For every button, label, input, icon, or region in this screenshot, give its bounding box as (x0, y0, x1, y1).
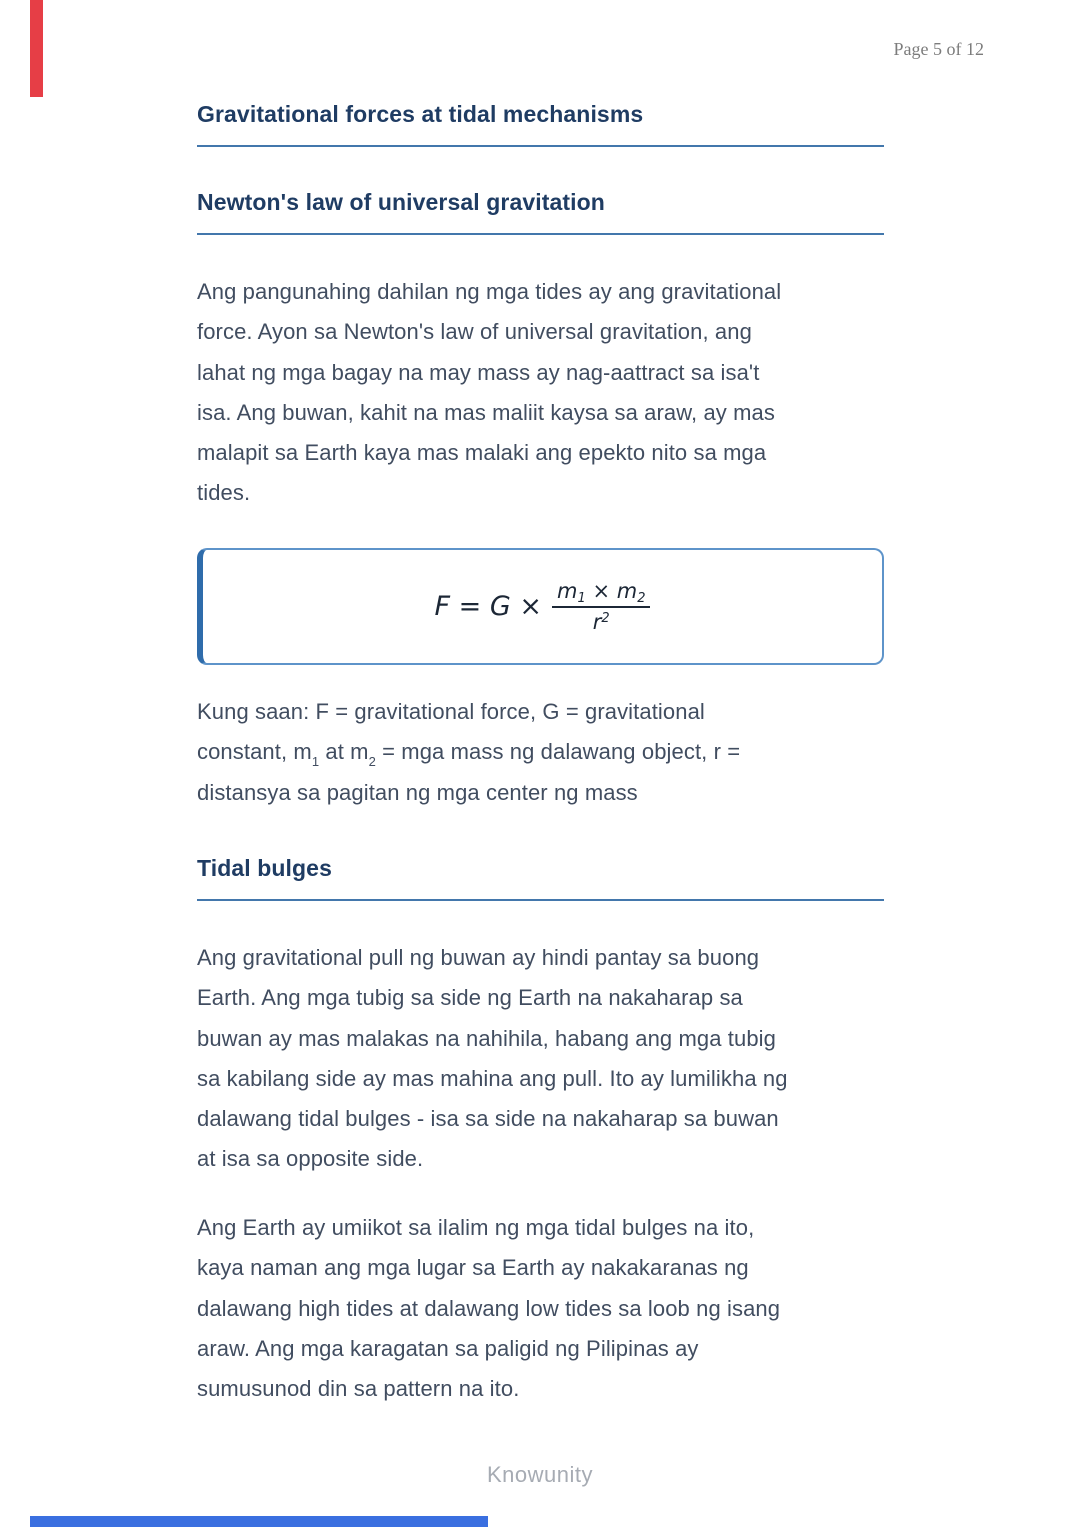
gravitation-formula (435, 579, 651, 634)
text-line: tides. (197, 480, 251, 506)
text-line: isa. Ang buwan, kahit na mas maliit kaysa sa araw, ay mas (197, 399, 775, 425)
section-title-gravitational-forces: Gravitational forces at tidal mechanisms (197, 101, 884, 147)
text-line: Ang Earth ay umiikot sa ilalim ng mga tidal bulges na ito, (197, 1215, 755, 1240)
knowunity-watermark: Knowunity (486, 1462, 593, 1487)
text-line: buwan ay mas malakas na nahihila, habang ang mga tubig (197, 1025, 777, 1051)
text-line: araw. Ang mga karagatan sa paligid ng Pilipinas ay (197, 1335, 699, 1361)
paragraph-formula-legend (197, 692, 884, 813)
text-line: sumusunod din sa pattern na ito. (197, 1376, 520, 1402)
text-line: kaya naman ang mga lugar sa Earth ay nakakaranas ng (197, 1255, 749, 1281)
text-line: lahat ng mga bagay na may mass ay nag-aattract sa isa't (197, 359, 760, 385)
red-edge-strip (30, 0, 43, 97)
text-line: malapit sa Earth kaya mas malaki ang epekto nito sa mga (197, 440, 767, 466)
section-title-tidal-bulges: Tidal bulges (197, 855, 884, 901)
blue-bottom-bar (30, 1516, 488, 1527)
text-line: constant, $m_1$ at $m_2$ = mga mass ng dalawang object, r = (197, 739, 741, 770)
paragraph-tidal-bulges (197, 938, 884, 1180)
section-title-newtons-law: Newton's law of universal gravitation (197, 189, 884, 235)
text-line: Ang pangunahing dahilan ng mga tides ay ang gravitational (197, 279, 782, 304)
page-indicator: Page 5 of 12 (893, 39, 984, 59)
text-line: dalawang high tides at dalawang low tides sa loob ng isang (197, 1295, 781, 1321)
paragraph-newtons-law (197, 272, 884, 514)
text-line: Kung saan: F = gravitational force, G = gravitational (197, 699, 705, 724)
text-line: Earth. Ang mga tubig sa side ng Earth na nakaharap sa (197, 985, 743, 1011)
text-line: Ang gravitational pull ng buwan ay hindi pantay sa buong (197, 945, 760, 970)
text-line: force. Ayon sa Newton's law of universal gravitation, ang (197, 319, 752, 345)
text-line: at isa sa opposite side. (197, 1146, 424, 1172)
paragraph-earth-rotation (197, 1208, 884, 1409)
fraction-denominator: $r^2$ (592, 610, 610, 634)
text-line: dalawang tidal bulges - isa sa side na nakaharap sa buwan (197, 1106, 779, 1132)
text-line: sa kabilang side ay mas mahina ang pull. Ito ay lumilikha ng (197, 1065, 788, 1091)
text-line: distansya sa pagitan ng mga center ng mass (197, 779, 638, 805)
fraction-numerator: $m_1 \times m_2$ (552, 579, 650, 608)
formula-lhs: F = G × (434, 591, 543, 622)
formula-card (197, 548, 884, 665)
formula-fraction (552, 579, 650, 634)
